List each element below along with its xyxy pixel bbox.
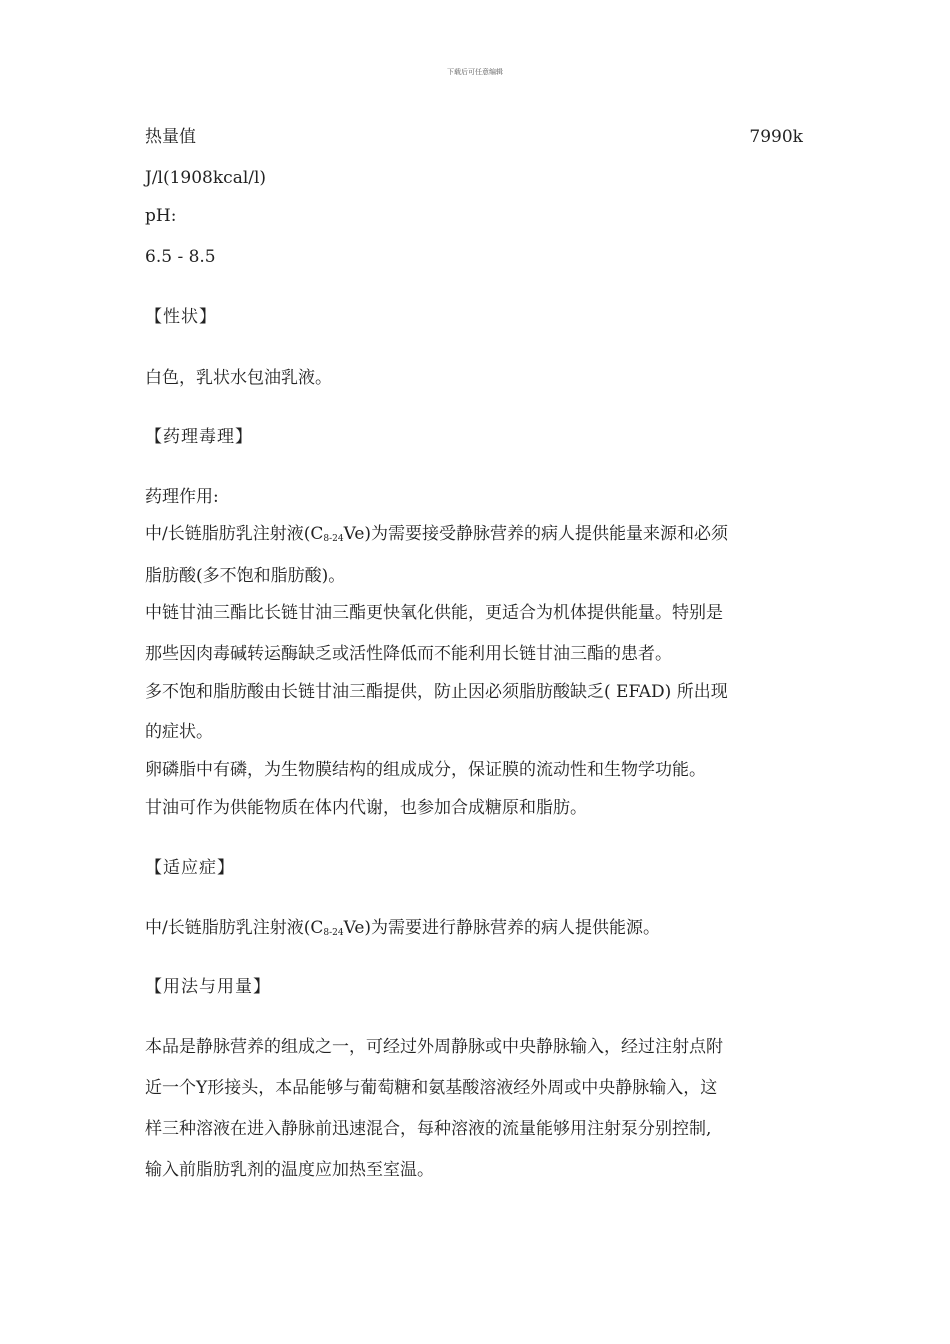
pharmacology-heading: 【药理毒理】 [145,427,253,447]
appearance-text: 白色，乳状水包油乳液。 [145,368,332,388]
p1-post: Ve)为需要接受静脉营养的病人提供能量来源和必须 [343,524,729,544]
header-note: 下载后可任意编辑 [447,68,503,76]
pharmacology-subheading: 药理作用: [145,487,219,507]
p1-subscript: 8-24 [323,534,344,544]
pharmacology-paragraph-1-line-2: 脂肪酸(多不饱和脂肪酸)。 [145,566,346,586]
pharmacology-paragraph-2-line-1: 中链甘油三酯比长链甘油三酯更快氧化供能，更适合为机体提供能量。特别是 [145,603,723,623]
pharmacology-paragraph-5: 甘油可作为供能物质在体内代谢，也参加合成糖原和脂肪。 [145,798,587,818]
pharmacology-paragraph-2-line-2: 那些因肉毒碱转运酶缺乏或活性降低而不能利用长链甘油三酯的患者。 [145,644,672,664]
p1-pre: 中/长链脂肪乳注射液(C [145,524,324,544]
pharmacology-paragraph-3-line-1: 多不饱和脂肪酸由长链甘油三酯提供，防止因必须脂肪酸缺乏( EFAD) 所出现 [145,682,728,702]
usage-line-2: 近一个Y形接头，本品能够与葡萄糖和氨基酸溶液经外周或中央静脉输入，这 [145,1078,718,1098]
indications-pre: 中/长链脂肪乳注射液(C [145,918,324,938]
ph-label: pH: [145,206,177,226]
pharmacology-paragraph-4: 卵磷脂中有磷，为生物膜结构的组成成分，保证膜的流动性和生物学功能。 [145,760,706,780]
pharmacology-paragraph-1 [145,523,728,550]
indications-post: Ve)为需要进行静脉营养的病人提供能源。 [343,918,661,938]
appearance-heading: 【性状】 [145,307,217,327]
heat-value-head: 7990k [749,127,803,147]
heat-label: 热量值 [145,127,196,147]
heat-value-tail: J/l(1908kcal/l) [145,168,267,188]
indications-subscript: 8-24 [323,928,344,938]
pharmacology-paragraph-3-line-2: 的症状。 [145,722,213,742]
ph-value: 6.5 - 8.5 [145,247,216,267]
indications-heading: 【适应症】 [145,858,235,878]
indications-text [145,917,660,944]
usage-line-4: 输入前脂肪乳剂的温度应加热至室温。 [145,1160,434,1180]
usage-heading: 【用法与用量】 [145,977,271,997]
usage-line-3: 样三种溶液在进入静脉前迅速混合，每种溶液的流量能够用注射泵分别控制, [145,1119,712,1139]
usage-line-1: 本品是静脉营养的组成之一，可经过外周静脉或中央静脉输入，经过注射点附 [145,1037,723,1057]
